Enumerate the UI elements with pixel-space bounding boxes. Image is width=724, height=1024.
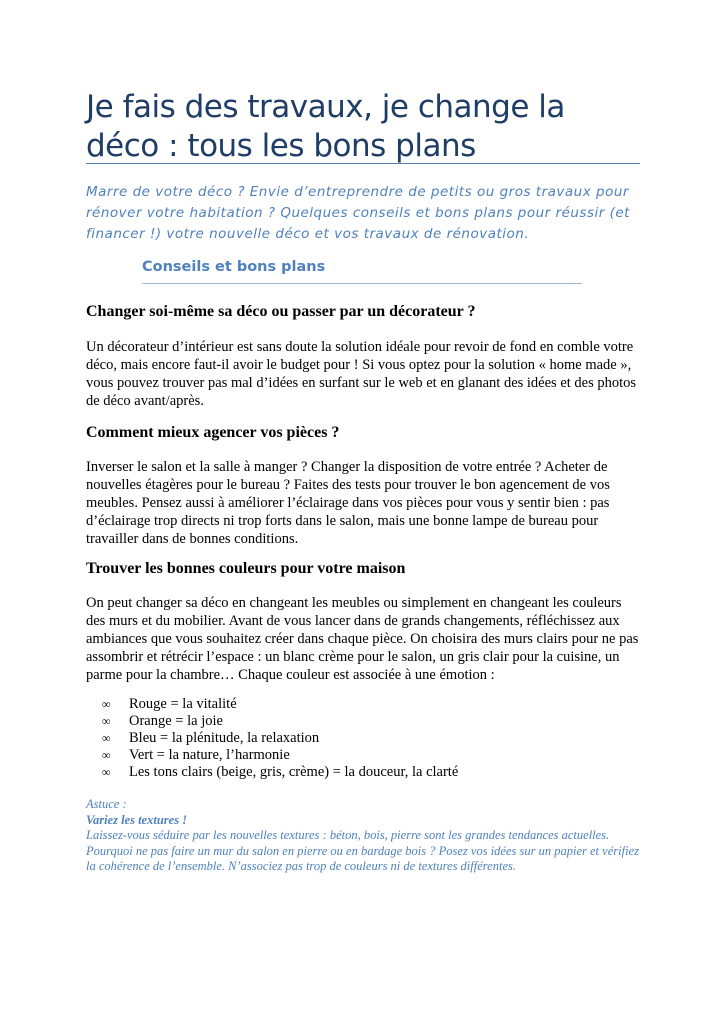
tip-body: Laissez-vous séduire par les nouvelles textures : béton, bois, pierre sont les grandes tendances actuelles. Pourquoi ne pas faire un mur du salon en pierre ou en bardage bois ? Posez vos idées sur un papier et vérifiez la cohérence de l’ensemble. N’associez pas trop de couleurs ni de textures différentes. <box>86 828 639 873</box>
infinity-bullet-icon: ∞ <box>102 697 111 711</box>
infinity-bullet-icon: ∞ <box>102 765 111 779</box>
tip-label: Astuce : <box>86 797 127 811</box>
tip-box <box>86 797 642 875</box>
list-item-text: Rouge = la vitalité <box>129 696 237 712</box>
paragraph-decorateur: Un décorateur d’intérieur est sans doute la solution idéale pour revoir de fond en comble votre déco, mais encore faut-il avoir le budget pour ! Si vous optez pour la solution « home made », vous pouvez trouver pas mal d’idées en surfant sur le web et en glanant des idées et des photos de déco avant/après. <box>86 339 637 409</box>
paragraph-couleurs: On peut changer sa déco en changeant les meubles ou simplement en changeant les couleurs des murs et du mobilier. Avant de vous lancer dans de grands changements, réfléchissez aux ambiances que vous souhaitez créer dans chaque pièce. On choisira des murs clairs pour ne pas assombrir et rétrécir l’espace : un blanc crème pour le salon, un gris clair pour la cuisine, un parme pour la chambre… Chaque couleur est associée à une émotion : <box>86 595 639 683</box>
page-subtitle: Marre de votre déco ? Envie d’entreprendre de petits ou gros travaux pour rénover votre habitation ? Quelques conseils et bons plans pour réussir (et financer !) votre nouvelle déco et vos travaux de rénovation. <box>86 184 630 242</box>
section-heading-conseils: Conseils et bons plans <box>142 259 326 275</box>
paragraph-agencer-pieces: Inverser le salon et la salle à manger ? Changer la disposition de votre entrée ? Acheter de nouvelles étagères pour le bureau ? Faites des tests pour trouver le bon agencement de vos meubles. Pensez aussi à améliorer l’éclairage dans vos pièces pour vous y sentir bien : pas d’éclairage trop directs ni trop forts dans le salon, mais une bonne lampe de bureau pour travailler dans de bonnes conditions. <box>86 459 610 547</box>
title-divider <box>86 163 640 164</box>
tip-title: Variez les textures ! <box>86 812 188 827</box>
infinity-bullet-icon: ∞ <box>102 714 111 728</box>
infinity-bullet-icon: ∞ <box>102 748 111 762</box>
heading-decorateur: Changer soi-même sa déco ou passer par un décorateur ? <box>86 303 476 320</box>
infinity-bullet-icon: ∞ <box>102 731 111 745</box>
heading-agencer-pieces: Comment mieux agencer vos pièces ? <box>86 424 340 441</box>
color-emotion-list <box>100 696 458 781</box>
list-item <box>100 730 458 747</box>
list-item-text: Les tons clairs (beige, gris, crème) = la douceur, la clarté <box>129 764 459 780</box>
page-title: Je fais des travaux, je change la déco : tous les bons plans <box>86 89 565 164</box>
section-divider <box>142 283 582 284</box>
list-item-text: Orange = la joie <box>129 713 223 729</box>
list-item <box>100 713 458 730</box>
list-item-text: Bleu = la plénitude, la relaxation <box>129 730 320 746</box>
heading-couleurs: Trouver les bonnes couleurs pour votre maison <box>86 560 406 577</box>
list-item <box>100 747 458 764</box>
list-item <box>100 764 458 781</box>
list-item-text: Vert = la nature, l’harmonie <box>129 747 290 763</box>
list-item <box>100 696 458 713</box>
